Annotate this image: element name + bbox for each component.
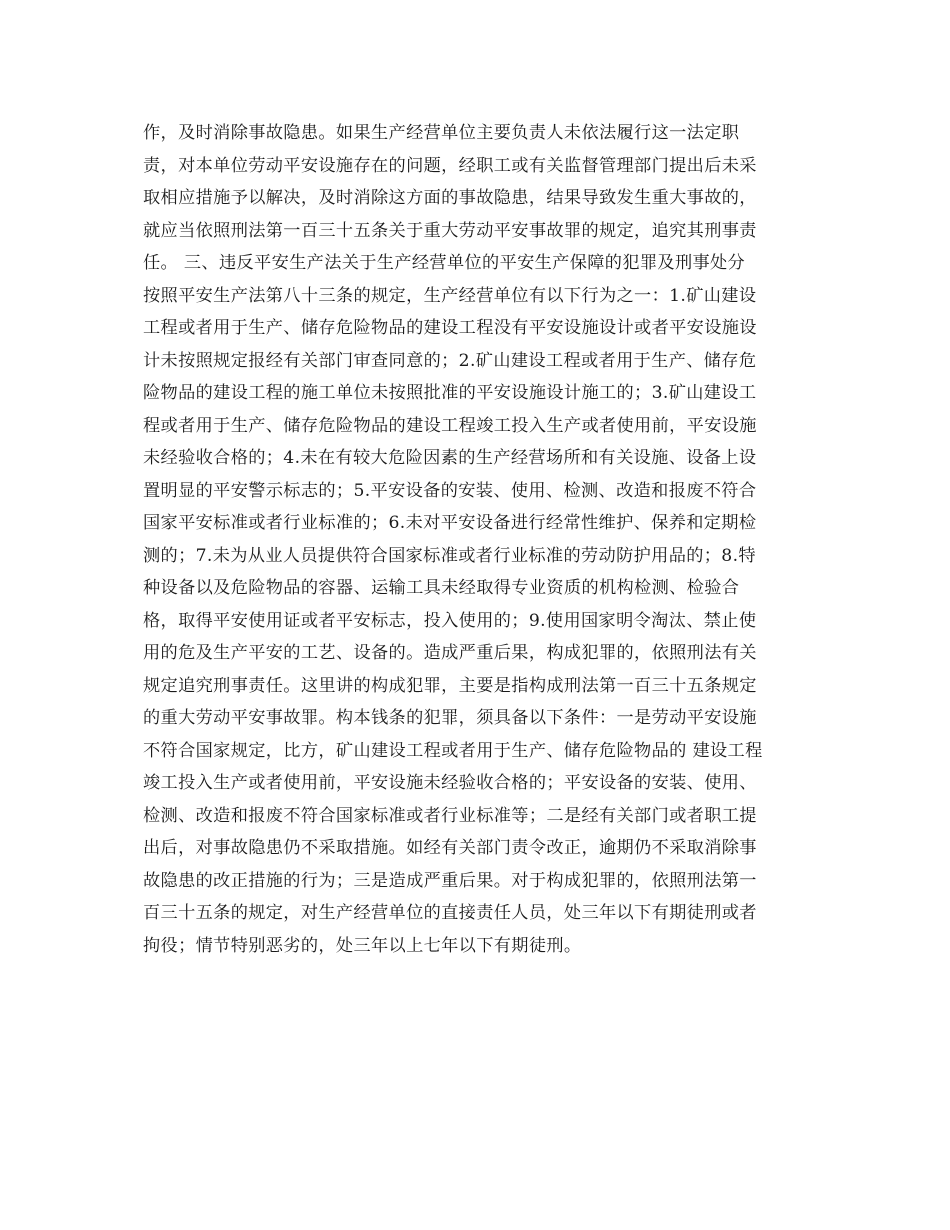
text-line: 规定追究刑事责任。这里讲的构成犯罪，主要是指构成刑法第一百三十五条规定 xyxy=(143,675,757,696)
text-line: 种设备以及危险物品的容器、运输工具未经取得专业资质的机构检测、检验合 xyxy=(143,578,740,598)
text-line: 检测、改造和报废不符合国家标准或者行业标准等；二是经有关部门或者职工提 xyxy=(143,805,757,826)
text-line: 测的；7.未为从业人员提供符合国家标准或者行业标准的劳动防护用品的；8.特 xyxy=(143,545,756,566)
text-line: 置明显的平安警示标志的；5.平安设备的安装、使用、检测、改造和报废不符合 xyxy=(143,480,757,501)
text-line: 格，取得平安使用证或者平安标志，投入使用的；9.使用国家明令淘汰、禁止使 xyxy=(143,610,757,631)
text-line: 百三十五条的规定，对生产经营单位的直接责任人员，处三年以下有期徒刑或者 xyxy=(143,903,757,923)
body-text xyxy=(143,117,813,962)
text-line: 国家平安标准或者行业标准的；6.未对平安设备进行经常性维护、保养和定期检 xyxy=(143,513,757,533)
text-line: 用的危及生产平安的工艺、设备的。造成严重后果，构成犯罪的，依照刑法有关 xyxy=(143,643,757,663)
text-line: 责，对本单位劳动平安设施存在的问题，经职工或有关监督管理部门提出后未采 xyxy=(143,155,757,176)
text-line: 按照平安生产法第八十三条的规定，生产经营单位有以下行为之一：1.矿山建设 xyxy=(143,285,757,306)
text-line: 拘役；情节特别恶劣的，处三年以上七年以下有期徒刑。 xyxy=(143,935,582,956)
text-line: 险物品的建设工程的施工单位未按照批准的平安设施设计施工的；3.矿山建设工 xyxy=(143,383,757,403)
text-line: 故隐患的改正措施的行为；三是造成严重后果。对于构成犯罪的，依照刑法第一 xyxy=(143,870,757,891)
text-line: 竣工投入生产或者使用前，平安设施未经验收合格的；平安设备的安装、使用、 xyxy=(143,773,757,793)
text-line: 任。 三、违反平安生产法关于生产经营单位的平安生产保障的犯罪及刑事处分 xyxy=(143,253,746,273)
text-line: 就应当依照刑法第一百三十五条关于重大劳动平安事故罪的规定，追究其刑事责 xyxy=(143,220,757,241)
text-line: 未经验收合格的；4.未在有较大危险因素的生产经营场所和有关设施、设备上设 xyxy=(143,448,757,468)
text-line: 取相应措施予以解决，及时消除这方面的事故隐患，结果导致发生重大事故的， xyxy=(143,188,757,208)
text-line: 的重大劳动平安事故罪。构本钱条的犯罪，须具备以下条件：一是劳动平安设施 xyxy=(143,708,757,728)
text-line: 作，及时消除事故隐患。如果生产经营单位主要负责人未依法履行这一法定职 xyxy=(143,123,740,143)
text-line: 工程或者用于生产、储存危险物品的建设工程没有平安设施设计或者平安设施设 xyxy=(143,318,757,338)
text-line: 不符合国家规定，比方，矿山建设工程或者用于生产、储存危险物品的 建设工程 xyxy=(143,740,763,761)
text-line: 出后，对事故隐患仍不采取措施。如经有关部门责令改正，逾期仍不采取消除事 xyxy=(143,838,757,858)
text-line: 程或者用于生产、储存危险物品的建设工程竣工投入生产或者使用前，平安设施 xyxy=(143,415,757,436)
text-line: 计未按照规定报经有关部门审查同意的；2.矿山建设工程或者用于生产、储存危 xyxy=(143,350,757,371)
